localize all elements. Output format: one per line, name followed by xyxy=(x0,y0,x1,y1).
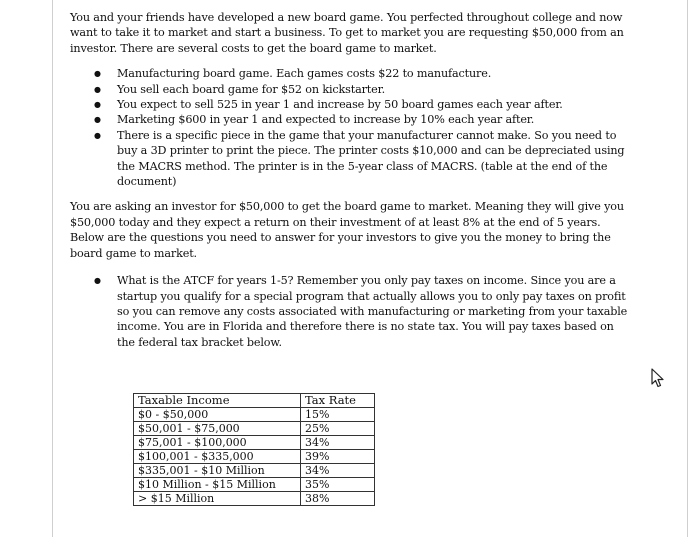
rate-cell: 35% xyxy=(301,478,375,492)
table-row xyxy=(134,492,375,506)
list-item: ● You expect to sell 525 in year 1 and increase by 50 board games each year after. xyxy=(70,97,630,112)
table-row xyxy=(134,422,375,436)
table-row xyxy=(134,436,375,450)
income-cell: $335,001 - $10 Million xyxy=(134,464,301,478)
mouse-cursor-icon xyxy=(651,368,665,388)
tax-bracket-table xyxy=(133,393,375,506)
income-cell: $75,001 - $100,000 xyxy=(134,436,301,450)
list-item: ● Manufacturing board game. Each games costs $22 to manufacture. xyxy=(70,66,630,81)
income-cell: $100,001 - $335,000 xyxy=(134,450,301,464)
rate-cell: 25% xyxy=(301,422,375,436)
table-row xyxy=(134,464,375,478)
list-item: ● There is a specific piece in the game that your manufacturer cannot make. So you need to buy a 3D printer to print the piece. The printer costs $10,000 and can be depreciated using the MACRS method. The printer is in the 5-year class of MACRS. (table at the end of the document) xyxy=(70,128,630,190)
table-row xyxy=(134,408,375,422)
table-header-row xyxy=(134,394,375,408)
header-taxable-income: Taxable Income xyxy=(134,394,301,408)
rate-cell: 15% xyxy=(301,408,375,422)
rate-cell: 38% xyxy=(301,492,375,506)
income-cell: > $15 Million xyxy=(134,492,301,506)
income-cell: $10 Million - $15 Million xyxy=(134,478,301,492)
income-cell: $0 - $50,000 xyxy=(134,408,301,422)
rate-cell: 34% xyxy=(301,436,375,450)
income-cell: $50,001 - $75,000 xyxy=(134,422,301,436)
table-row xyxy=(134,478,375,492)
list-item: ● Marketing $600 in year 1 and expected to increase by 10% each year after. xyxy=(70,112,630,127)
rate-cell: 34% xyxy=(301,464,375,478)
list-item: ● You sell each board game for $52 on kickstarter. xyxy=(70,82,630,97)
atcf-question: ● What is the ATCF for years 1-5? Remember you only pay taxes on income. Since you are a startup you qualify for a special program that actually allows you to only pay taxes on profit so you can remove any costs associated with manufacturing or marketing from your taxable income. You are in Florida and therefore there is no state tax. You will pay taxes based on the federal tax bracket below. xyxy=(70,273,629,350)
rate-cell: 39% xyxy=(301,450,375,464)
header-tax-rate: Tax Rate xyxy=(301,394,375,408)
investor-paragraph: You are asking an investor for $50,000 to get the board game to market. Meaning they will give you $50,000 today and they expect a return on their investment of at least 8% at the end of 5 years. Below are the questions you need to answer for your investors to give you the money to bring the board game to market. xyxy=(70,200,624,260)
document-body xyxy=(70,10,630,350)
intro-paragraph: You and your friends have developed a new board game. You perfected throughout college and now want to take it to market and start a business. To get to market you are requesting $50,000 from an investor. There are several costs to get the board game to market. xyxy=(70,11,624,55)
cost-list xyxy=(70,66,630,189)
table-row xyxy=(134,450,375,464)
